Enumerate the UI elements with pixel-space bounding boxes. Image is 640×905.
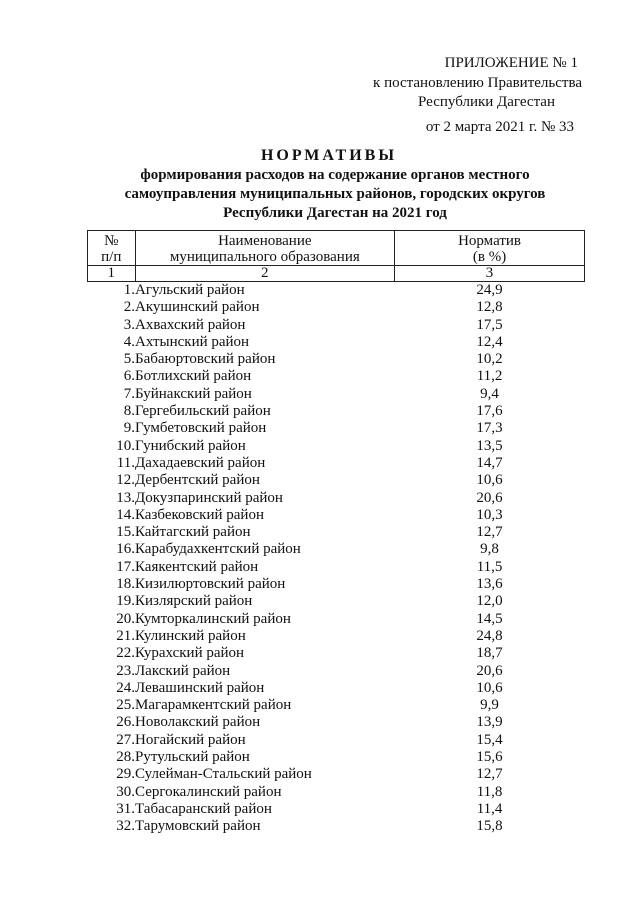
row-number: 12. — [116, 472, 135, 489]
municipality-name: Докузпаринский район — [135, 489, 283, 506]
row-number: 29. — [116, 766, 135, 783]
table-row — [88, 714, 585, 731]
norm-value: 11,5 — [476, 558, 503, 575]
row-number: 2. — [123, 299, 135, 316]
header-number — [88, 231, 136, 266]
municipality-name: Агульский район — [135, 282, 245, 298]
row-number: 26. — [116, 714, 135, 731]
municipality-name: Сулейман-Стальский район — [135, 766, 312, 783]
row-number: 25. — [116, 697, 135, 714]
norm-value: 24,8 — [476, 627, 503, 644]
title-heading: НОРМАТИВЫ — [260, 147, 398, 164]
norm-value: 11,8 — [476, 783, 503, 800]
row-number: 1. — [123, 282, 135, 298]
norm-value: 9,4 — [480, 385, 499, 402]
norm-value: 24,9 — [476, 282, 503, 298]
row-number: 30. — [116, 783, 135, 800]
header-name — [135, 231, 395, 266]
table-row — [88, 663, 585, 680]
table-body — [88, 282, 585, 836]
row-number: 4. — [123, 333, 135, 350]
table-row — [88, 282, 585, 300]
municipality-name: Дахадаевский район — [135, 454, 266, 471]
table-row — [88, 784, 585, 801]
row-number: 32. — [116, 818, 135, 835]
table-row — [88, 801, 585, 818]
norm-value: 12,7 — [476, 524, 503, 541]
norms-table — [87, 230, 585, 836]
table-row — [88, 524, 585, 541]
table-row — [88, 541, 585, 558]
table-row — [88, 386, 585, 403]
header-norm — [395, 231, 585, 266]
norm-value: 12,7 — [476, 766, 503, 783]
norm-value: 10,2 — [476, 351, 503, 368]
municipality-name: Ботлихский район — [135, 368, 252, 385]
norm-value: 12,0 — [476, 593, 503, 610]
norm-value: 17,6 — [476, 403, 503, 420]
title-line-2: самоуправления муниципальных районов, городских округов — [124, 186, 546, 202]
row-number: 15. — [116, 524, 135, 541]
table-row — [88, 766, 585, 783]
row-number: 5. — [123, 351, 135, 368]
row-number: 3. — [123, 316, 135, 333]
table-row — [88, 351, 585, 368]
municipality-name: Кайтагский район — [135, 524, 251, 541]
municipality-name: Ахвахский район — [135, 316, 246, 333]
table-row — [88, 317, 585, 334]
norm-value: 15,6 — [476, 749, 503, 766]
header-row — [88, 231, 585, 266]
table-row — [88, 576, 585, 593]
table-row — [88, 611, 585, 628]
table-row — [88, 455, 585, 472]
norm-value: 20,6 — [476, 662, 503, 679]
header-name-line2: муниципального образования — [169, 248, 360, 265]
row-number: 13. — [116, 489, 135, 506]
municipality-name: Новолакский район — [135, 714, 261, 731]
norm-value: 12,4 — [476, 333, 503, 350]
appendix-number: ПРИЛОЖЕНИЕ № 1 — [444, 55, 578, 71]
table-row — [88, 403, 585, 420]
municipality-name: Каякентский район — [135, 558, 259, 575]
appendix-block — [373, 54, 582, 137]
column-index-row — [88, 266, 585, 282]
norm-value: 10,3 — [476, 506, 503, 523]
norm-value: 14,5 — [476, 610, 503, 627]
title-line-1: формирования расходов на содержание органов местного — [140, 167, 530, 183]
row-number: 11. — [116, 454, 135, 471]
table-row — [88, 749, 585, 766]
municipality-name: Карабудахкентский район — [135, 541, 301, 558]
header-number-line2: п/п — [101, 248, 122, 265]
municipality-name: Ахтынский район — [135, 333, 250, 350]
municipality-name: Кизлярский район — [135, 593, 253, 610]
title-line-3: Республики Дагестан на 2021 год — [223, 205, 447, 221]
table-row — [88, 559, 585, 576]
table-row — [88, 507, 585, 524]
municipality-name: Кизилюртовский район — [135, 576, 286, 593]
municipality-name: Кумторкалинский район — [135, 610, 291, 627]
norm-value: 13,5 — [476, 437, 503, 454]
table-row — [88, 420, 585, 437]
table-row — [88, 732, 585, 749]
norm-value: 15,8 — [476, 818, 503, 835]
row-number: 20. — [116, 610, 135, 627]
row-number: 16. — [116, 541, 135, 558]
row-number: 19. — [116, 593, 135, 610]
municipality-name: Гумбетовский район — [135, 420, 267, 437]
table-row — [88, 645, 585, 662]
row-number: 24. — [116, 679, 135, 696]
row-number: 9. — [123, 420, 135, 437]
header-name-line1: Наименование — [218, 232, 312, 249]
norm-value: 9,9 — [480, 697, 499, 714]
norm-value: 13,9 — [476, 714, 503, 731]
row-number: 27. — [116, 731, 135, 748]
norm-value: 11,2 — [476, 368, 503, 385]
appendix-reference: к постановлению Правительства — [373, 74, 582, 91]
norm-value: 10,6 — [476, 472, 503, 489]
document-title — [0, 146, 640, 223]
norm-value: 15,4 — [476, 731, 503, 748]
municipality-name: Курахский район — [135, 645, 245, 662]
row-number: 22. — [116, 645, 135, 662]
table-row — [88, 593, 585, 610]
appendix-date: от 2 марта 2021 г. № 33 — [425, 118, 574, 135]
row-number: 31. — [116, 800, 135, 817]
municipality-name: Лакский район — [135, 662, 231, 679]
norm-value: 9,8 — [480, 541, 499, 558]
row-number: 7. — [123, 385, 135, 402]
column-index: 2 — [135, 266, 395, 282]
municipality-name: Ногайский район — [135, 731, 246, 748]
row-number: 17. — [116, 558, 135, 575]
norm-value: 14,7 — [476, 454, 503, 471]
row-number: 18. — [116, 576, 135, 593]
municipality-name: Гергебильский район — [135, 403, 271, 420]
row-number: 8. — [123, 403, 135, 420]
table-row — [88, 680, 585, 697]
row-number: 10. — [116, 437, 135, 454]
municipality-name: Кулинский район — [135, 627, 246, 644]
column-index: 3 — [395, 266, 585, 282]
table-row — [88, 472, 585, 489]
municipality-name: Бабаюртовский район — [135, 351, 276, 368]
municipality-name: Магарамкентский район — [135, 697, 292, 714]
municipality-name: Гунибский район — [135, 437, 246, 454]
table-row — [88, 818, 585, 835]
municipality-name: Тарумовский район — [135, 818, 261, 835]
municipality-name: Левашинский район — [135, 679, 265, 696]
header-number-line1: № — [104, 232, 119, 249]
table-row — [88, 628, 585, 645]
municipality-name: Сергокалинский район — [135, 783, 282, 800]
norm-value: 13,6 — [476, 576, 503, 593]
municipality-name: Табасаранский район — [135, 800, 272, 817]
municipality-name: Буйнакский район — [135, 385, 252, 402]
municipality-name: Казбековский район — [135, 506, 264, 523]
column-index: 1 — [88, 266, 136, 282]
norm-value: 10,6 — [476, 679, 503, 696]
row-number: 21. — [116, 627, 135, 644]
norm-value: 17,5 — [476, 316, 503, 333]
row-number: 28. — [116, 749, 135, 766]
municipality-name: Рутульский район — [135, 749, 250, 766]
table-row — [88, 490, 585, 507]
municipality-name: Акушинский район — [135, 299, 260, 316]
norm-value: 18,7 — [476, 645, 503, 662]
norm-value: 20,6 — [476, 489, 503, 506]
row-number: 23. — [116, 662, 135, 679]
table-row — [88, 697, 585, 714]
row-number: 14. — [116, 506, 135, 523]
municipality-name: Дербентский район — [135, 472, 260, 489]
norm-value: 11,4 — [476, 800, 503, 817]
table-row — [88, 438, 585, 455]
header-norm-line1: Норматив — [458, 232, 522, 249]
table-row — [88, 334, 585, 351]
table-row — [88, 299, 585, 316]
table-row — [88, 368, 585, 385]
header-norm-line2: (в %) — [472, 248, 507, 265]
appendix-republic: Республики Дагестан — [418, 94, 555, 110]
norm-value: 12,8 — [476, 299, 503, 316]
norm-value: 17,3 — [476, 420, 503, 437]
row-number: 6. — [123, 368, 135, 385]
